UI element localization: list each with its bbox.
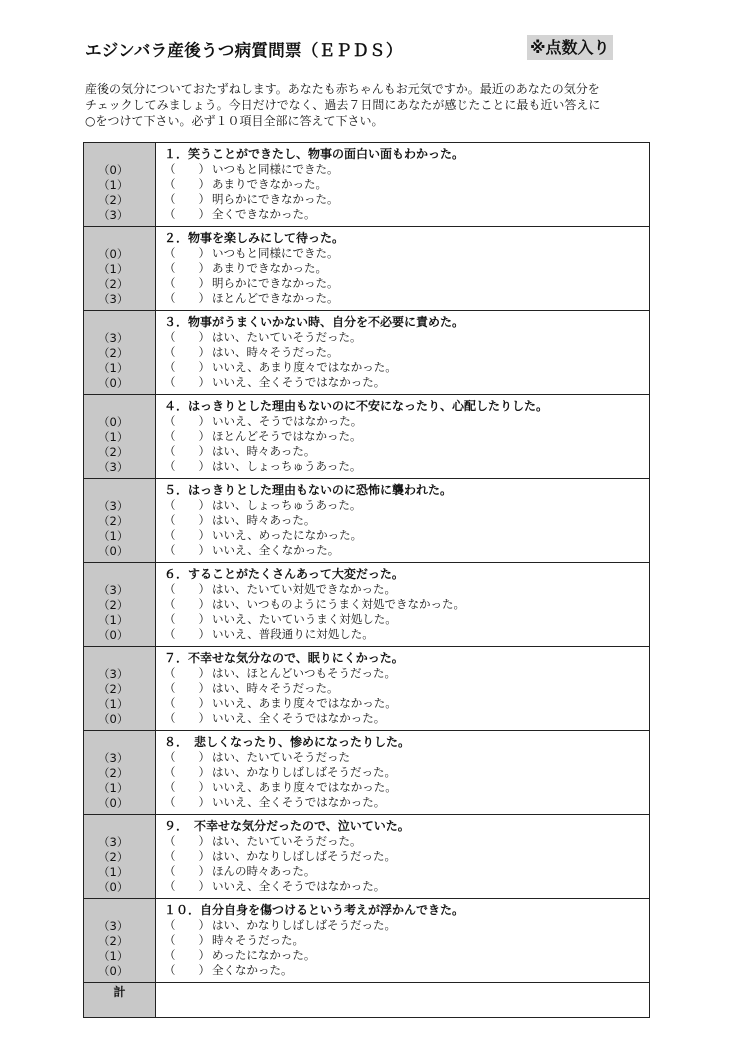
score-column <box>84 311 156 395</box>
score-value: （0） <box>98 247 129 261</box>
answer-checkbox[interactable]: （ ） <box>164 933 210 947</box>
answer-checkbox[interactable]: （ ） <box>164 681 210 695</box>
score-value: （1） <box>98 781 129 795</box>
option-list <box>164 582 649 642</box>
score-value: （1） <box>98 865 129 879</box>
answer-option[interactable] <box>164 291 649 306</box>
total-label: 計 <box>84 983 156 1018</box>
answer-checkbox[interactable]: （ ） <box>164 918 210 932</box>
answer-checkbox[interactable]: （ ） <box>164 444 210 458</box>
question-cell <box>156 479 650 563</box>
answer-checkbox[interactable]: （ ） <box>164 711 210 725</box>
document-title: エジンバラ産後うつ病質問票（ＥＰＤＳ） <box>85 41 403 60</box>
question-title: ５．はっきりとした理由もないのに恐怖に襲われた。 <box>164 483 453 497</box>
answer-option[interactable] <box>164 795 649 810</box>
option-list <box>164 330 649 390</box>
answer-checkbox[interactable]: （ ） <box>164 597 210 611</box>
score-value: （1） <box>98 430 129 444</box>
option-label: はい、かなりしばしばそうだった。 <box>212 849 396 863</box>
option-label: はい、時々そうだった。 <box>212 681 339 695</box>
option-list <box>164 834 649 894</box>
answer-option[interactable] <box>164 834 649 849</box>
score-list <box>84 143 155 223</box>
answer-checkbox[interactable]: （ ） <box>164 834 210 848</box>
answer-checkbox[interactable]: （ ） <box>164 498 210 512</box>
answer-checkbox[interactable]: （ ） <box>164 330 210 344</box>
score-value: （0） <box>98 880 129 894</box>
option-list <box>164 246 649 306</box>
answer-checkbox[interactable]: （ ） <box>164 765 210 779</box>
question-row-3 <box>84 311 650 395</box>
answer-checkbox[interactable]: （ ） <box>164 963 210 977</box>
score-column <box>84 899 156 983</box>
answer-option[interactable] <box>164 162 649 177</box>
option-label: はい、時々そうだった。 <box>212 345 339 359</box>
answer-checkbox[interactable]: （ ） <box>164 459 210 473</box>
question-cell <box>156 815 650 899</box>
score-column <box>84 479 156 563</box>
score-value: （3） <box>98 292 129 306</box>
answer-option[interactable] <box>164 918 649 933</box>
answer-option[interactable] <box>164 459 649 474</box>
option-label: いいえ、全くなかった。 <box>212 543 340 557</box>
answer-option[interactable] <box>164 666 649 681</box>
option-label: いいえ、めったになかった。 <box>212 528 363 542</box>
answer-checkbox[interactable]: （ ） <box>164 177 210 191</box>
answer-checkbox[interactable]: （ ） <box>164 414 210 428</box>
option-label: あまりできなかった。 <box>212 261 327 275</box>
score-list <box>84 731 155 811</box>
score-value: （2） <box>98 277 129 291</box>
answer-checkbox[interactable]: （ ） <box>164 375 210 389</box>
answer-option[interactable] <box>164 498 649 513</box>
answer-option[interactable] <box>164 513 649 528</box>
question-row-5 <box>84 479 650 563</box>
score-list <box>84 395 155 475</box>
question-title: ６．することがたくさんあって大変だった。 <box>164 567 404 581</box>
question-body <box>156 563 649 642</box>
score-value: （3） <box>98 919 129 933</box>
question-cell <box>156 899 650 983</box>
answer-option[interactable] <box>164 627 649 642</box>
score-value: （1） <box>98 262 129 276</box>
score-value: （1） <box>98 949 129 963</box>
score-value: （2） <box>98 445 129 459</box>
question-row-9 <box>84 815 650 899</box>
answer-checkbox[interactable]: （ ） <box>164 849 210 863</box>
score-value: （0） <box>98 415 129 429</box>
score-list <box>84 227 155 307</box>
epds-question-table <box>83 142 650 1018</box>
answer-checkbox[interactable]: （ ） <box>164 291 210 305</box>
option-label: はい、いつものようにうまく対処できなかった。 <box>212 597 465 611</box>
score-value: （3） <box>98 208 129 222</box>
answer-checkbox[interactable]: （ ） <box>164 864 210 878</box>
answer-checkbox[interactable]: （ ） <box>164 276 210 290</box>
question-cell <box>156 227 650 311</box>
score-value: （0） <box>98 796 129 810</box>
answer-option[interactable] <box>164 597 649 612</box>
option-label: いいえ、全くそうではなかった。 <box>212 795 386 809</box>
score-value: （2） <box>98 682 129 696</box>
answer-checkbox[interactable]: （ ） <box>164 795 210 809</box>
option-list <box>164 498 649 558</box>
question-body <box>156 899 649 978</box>
answer-option[interactable] <box>164 414 649 429</box>
option-label: いつもと同様にできた。 <box>212 246 339 260</box>
answer-option[interactable] <box>164 444 649 459</box>
score-included-badge: ※点数入り <box>527 35 613 60</box>
answer-option[interactable] <box>164 375 649 390</box>
score-value: （3） <box>98 835 129 849</box>
answer-checkbox[interactable]: （ ） <box>164 345 210 359</box>
option-list <box>164 666 649 726</box>
answer-checkbox[interactable]: （ ） <box>164 246 210 260</box>
answer-option[interactable] <box>164 864 649 879</box>
answer-option[interactable] <box>164 261 649 276</box>
score-list <box>84 311 155 391</box>
score-list <box>84 899 155 979</box>
answer-checkbox[interactable]: （ ） <box>164 612 210 626</box>
score-list <box>84 479 155 559</box>
question-cell <box>156 731 650 815</box>
option-label: はい、たいてい対処できなかった。 <box>212 582 396 596</box>
answer-option[interactable] <box>164 330 649 345</box>
answer-checkbox[interactable]: （ ） <box>164 666 210 680</box>
score-value: （2） <box>98 514 129 528</box>
score-column <box>84 143 156 227</box>
score-column <box>84 647 156 731</box>
option-label: 全くなかった。 <box>212 963 293 977</box>
option-list <box>164 414 649 474</box>
option-label: いつもと同様にできた。 <box>212 162 339 176</box>
question-body <box>156 395 649 474</box>
option-label: はい、かなりしばしばそうだった。 <box>212 918 396 932</box>
question-title: ４．はっきりとした理由もないのに不安になったり、心配したりした。 <box>164 399 549 413</box>
question-row-2 <box>84 227 650 311</box>
score-column <box>84 731 156 815</box>
answer-option[interactable] <box>164 345 649 360</box>
answer-option[interactable] <box>164 681 649 696</box>
answer-checkbox[interactable]: （ ） <box>164 696 210 710</box>
option-label: ほとんどそうではなかった。 <box>212 429 362 443</box>
question-cell <box>156 395 650 479</box>
score-value: （3） <box>98 583 129 597</box>
score-value: （0） <box>98 964 129 978</box>
option-label: はい、時々あった。 <box>212 513 316 527</box>
answer-checkbox[interactable]: （ ） <box>164 948 210 962</box>
score-value: （1） <box>98 697 129 711</box>
score-value: （0） <box>98 712 129 726</box>
score-value: （2） <box>98 850 129 864</box>
answer-checkbox[interactable]: （ ） <box>164 360 210 374</box>
score-list <box>84 815 155 895</box>
question-row-1 <box>84 143 650 227</box>
score-value: （1） <box>98 613 129 627</box>
answer-checkbox[interactable]: （ ） <box>164 627 210 641</box>
option-label: 全くできなかった。 <box>212 207 316 221</box>
question-row-7 <box>84 647 650 731</box>
answer-option[interactable] <box>164 276 649 291</box>
instruction-line: 産後の気分についておたずねします。あなたも赤ちゃんもお元気ですか。最近のあなたの気分を <box>85 82 600 96</box>
answer-option[interactable] <box>164 711 649 726</box>
question-body <box>156 227 649 306</box>
option-label: はい、たいていそうだった <box>212 750 350 764</box>
score-list <box>84 647 155 727</box>
score-value: （0） <box>98 628 129 642</box>
answer-option[interactable] <box>164 246 649 261</box>
score-value: （0） <box>98 376 129 390</box>
score-value: （1） <box>98 361 129 375</box>
option-list <box>164 918 649 978</box>
question-title: ７．不幸せな気分なので、眠りにくかった。 <box>164 651 404 665</box>
answer-checkbox[interactable]: （ ） <box>164 879 210 893</box>
question-title: ３．物事がうまくいかない時、自分を不必要に責めた。 <box>164 315 465 329</box>
option-label: はい、たいていそうだった。 <box>212 330 362 344</box>
score-column <box>84 395 156 479</box>
score-value: （3） <box>98 751 129 765</box>
total-score-field[interactable] <box>156 983 650 1018</box>
question-body <box>156 731 649 810</box>
option-label: いいえ、全くそうではなかった。 <box>212 711 386 725</box>
question-row-10 <box>84 899 650 983</box>
question-cell <box>156 311 650 395</box>
answer-checkbox[interactable]: （ ） <box>164 543 210 557</box>
option-label: はい、時々あった。 <box>212 444 316 458</box>
score-column <box>84 815 156 899</box>
score-column <box>84 563 156 647</box>
answer-option[interactable] <box>164 696 649 711</box>
answer-option[interactable] <box>164 582 649 597</box>
option-label: いいえ、普段通りに対処した。 <box>212 627 374 641</box>
question-row-6 <box>84 563 650 647</box>
answer-checkbox[interactable]: （ ） <box>164 192 210 206</box>
score-value: （2） <box>98 346 129 360</box>
answer-checkbox[interactable]: （ ） <box>164 429 210 443</box>
score-value: （2） <box>98 193 129 207</box>
option-label: ほとんどできなかった。 <box>212 291 339 305</box>
answer-checkbox[interactable]: （ ） <box>164 513 210 527</box>
option-label: 時々そうだった。 <box>212 933 304 947</box>
option-label: あまりできなかった。 <box>212 177 327 191</box>
option-label: いいえ、全くそうではなかった。 <box>212 879 386 893</box>
option-label: ほんの時々あった。 <box>212 864 316 878</box>
score-list <box>84 563 155 643</box>
answer-option[interactable] <box>164 849 649 864</box>
score-value: （3） <box>98 667 129 681</box>
question-title: ２．物事を楽しみにして待った。 <box>164 231 345 245</box>
score-value: （1） <box>98 529 129 543</box>
question-cell <box>156 143 650 227</box>
instruction-line: ○をつけて下さい。必ず１０項目全部に答えて下さい。 <box>85 114 384 128</box>
score-value: （3） <box>98 460 129 474</box>
option-label: いいえ、全くそうではなかった。 <box>212 375 386 389</box>
question-cell <box>156 563 650 647</box>
question-row-4 <box>84 395 650 479</box>
question-title: １０．自分自身を傷つけるという考えが浮かんできた。 <box>164 903 465 917</box>
answer-checkbox[interactable]: （ ） <box>164 750 210 764</box>
answer-option[interactable] <box>164 963 649 978</box>
instruction-line: チェックしてみましょう。今日だけでなく、過去７日間にあなたが感じたことに最も近い答えに <box>85 98 601 112</box>
option-label: いいえ、たいていうまく対処した。 <box>212 612 397 626</box>
option-label: 明らかにできなかった。 <box>212 276 339 290</box>
score-value: （2） <box>98 934 129 948</box>
question-title: ９． 不幸せな気分だったので、泣いていた。 <box>164 819 410 833</box>
answer-option[interactable] <box>164 429 649 444</box>
option-label: いいえ、あまり度々ではなかった。 <box>212 696 397 710</box>
answer-option[interactable] <box>164 360 649 375</box>
option-list <box>164 162 649 222</box>
option-label: いいえ、そうではなかった。 <box>212 414 363 428</box>
option-label: はい、かなりしばしばそうだった。 <box>212 765 396 779</box>
instructions <box>85 81 665 129</box>
option-label: いいえ、あまり度々ではなかった。 <box>212 360 397 374</box>
answer-option[interactable] <box>164 750 649 765</box>
answer-checkbox[interactable]: （ ） <box>164 582 210 596</box>
answer-checkbox[interactable]: （ ） <box>164 162 210 176</box>
option-label: はい、たいていそうだった。 <box>212 834 362 848</box>
answer-option[interactable] <box>164 207 649 222</box>
answer-option[interactable] <box>164 612 649 627</box>
question-body <box>156 143 649 222</box>
answer-option[interactable] <box>164 879 649 894</box>
answer-option[interactable] <box>164 192 649 207</box>
score-value: （2） <box>98 766 129 780</box>
option-label: いいえ、あまり度々ではなかった。 <box>212 780 397 794</box>
score-value: （3） <box>98 331 129 345</box>
question-title: ８． 悲しくなったり、惨めになったりした。 <box>164 735 411 749</box>
score-column <box>84 227 156 311</box>
answer-checkbox[interactable]: （ ） <box>164 261 210 275</box>
score-value: （0） <box>98 544 129 558</box>
option-label: めったになかった。 <box>212 948 316 962</box>
total-row <box>84 983 650 1018</box>
answer-option[interactable] <box>164 177 649 192</box>
answer-checkbox[interactable]: （ ） <box>164 780 210 794</box>
question-body <box>156 311 649 390</box>
answer-option[interactable] <box>164 948 649 963</box>
option-label: はい、しょっちゅうあった。 <box>212 498 362 512</box>
answer-checkbox[interactable]: （ ） <box>164 207 210 221</box>
option-list <box>164 750 649 810</box>
question-body <box>156 647 649 726</box>
option-label: はい、ほとんどいつもそうだった。 <box>212 666 396 680</box>
question-cell <box>156 647 650 731</box>
option-label: はい、しょっちゅうあった。 <box>212 459 362 473</box>
option-label: 明らかにできなかった。 <box>212 192 339 206</box>
answer-option[interactable] <box>164 780 649 795</box>
question-body <box>156 815 649 894</box>
answer-option[interactable] <box>164 765 649 780</box>
question-title: １．笑うことができたし、物事の面白い面もわかった。 <box>164 147 465 161</box>
question-row-8 <box>84 731 650 815</box>
answer-option[interactable] <box>164 528 649 543</box>
answer-option[interactable] <box>164 933 649 948</box>
score-value: （3） <box>98 499 129 513</box>
score-value: （0） <box>98 163 129 177</box>
answer-option[interactable] <box>164 543 649 558</box>
score-value: （1） <box>98 178 129 192</box>
answer-checkbox[interactable]: （ ） <box>164 528 210 542</box>
question-body <box>156 479 649 558</box>
score-value: （2） <box>98 598 129 612</box>
